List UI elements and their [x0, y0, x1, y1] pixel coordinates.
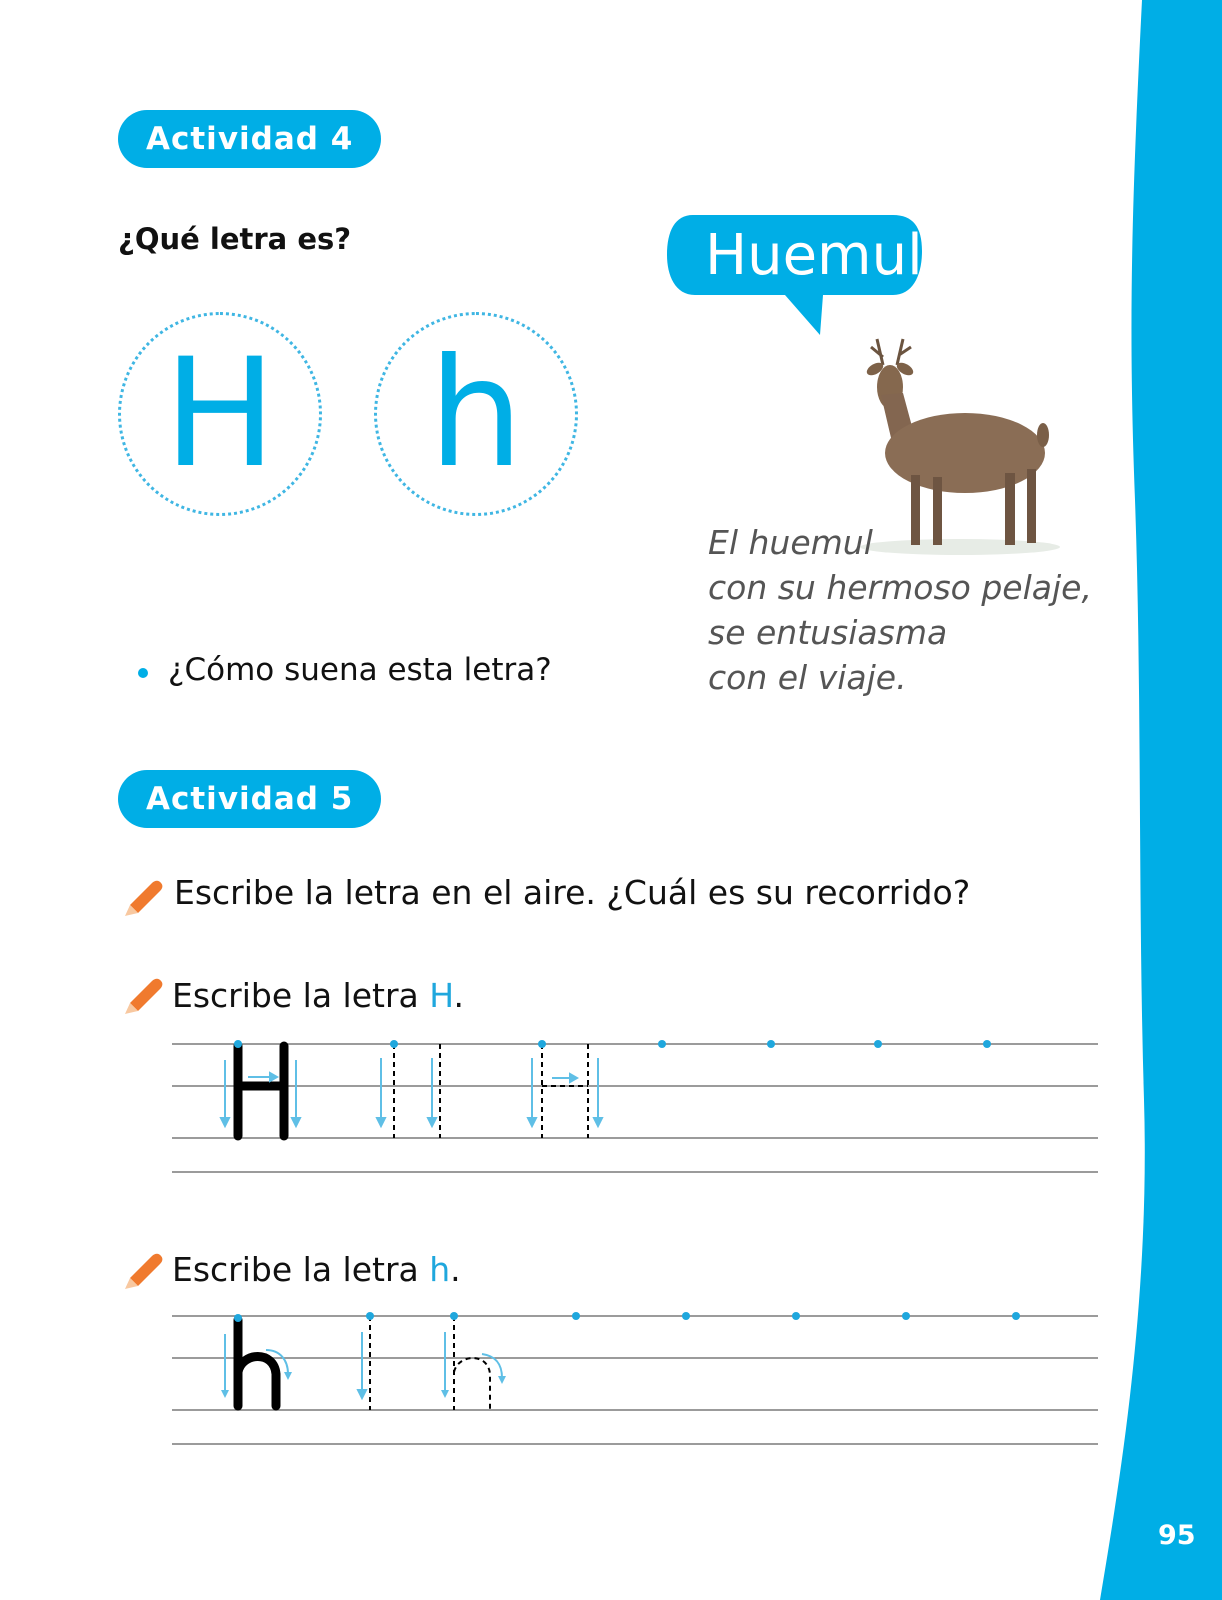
instruction-suffix: . [453, 976, 464, 1015]
poem-line: con el viaje. [708, 658, 907, 697]
lowercase-letter-circle [374, 312, 578, 516]
page-edge-band [1080, 0, 1222, 1600]
page-number: 95 [1158, 1520, 1196, 1551]
huemul-poem [708, 520, 1092, 700]
bubble-word: Huemul [705, 223, 923, 288]
letter-question: ¿Qué letra es? [118, 222, 352, 256]
bullet-dot-icon [138, 668, 148, 678]
target-letter: H [429, 976, 454, 1015]
pencil-icon [122, 973, 164, 1015]
poem-line: con su hermoso pelaje, [708, 568, 1092, 607]
uppercase-letter-circle [118, 312, 322, 516]
lowercase-letter: h [428, 327, 524, 501]
poem-line: El huemul [708, 523, 873, 562]
write-uppercase-instruction [172, 976, 464, 1015]
write-lowercase-instruction [172, 1250, 461, 1289]
activity-5-label: Actividad 5 [118, 770, 381, 828]
activity-4-label: Actividad 4 [118, 110, 381, 168]
pencil-icon [122, 875, 164, 917]
instruction-prefix: Escribe la letra [172, 976, 430, 1015]
pencil-icon [122, 1248, 164, 1290]
lowercase-writing-area[interactable] [170, 1302, 1100, 1452]
air-writing-instruction: Escribe la letra en el aire. ¿Cuál es su recorrido? [174, 873, 971, 912]
instruction-suffix: . [450, 1250, 461, 1289]
target-letter: h [429, 1250, 451, 1289]
sound-question: ¿Cómo suena esta letra? [168, 652, 552, 688]
poem-line: se entusiasma [708, 613, 948, 652]
uppercase-writing-area[interactable] [170, 1030, 1100, 1180]
instruction-prefix: Escribe la letra [172, 1250, 430, 1289]
uppercase-letter: H [163, 327, 277, 501]
